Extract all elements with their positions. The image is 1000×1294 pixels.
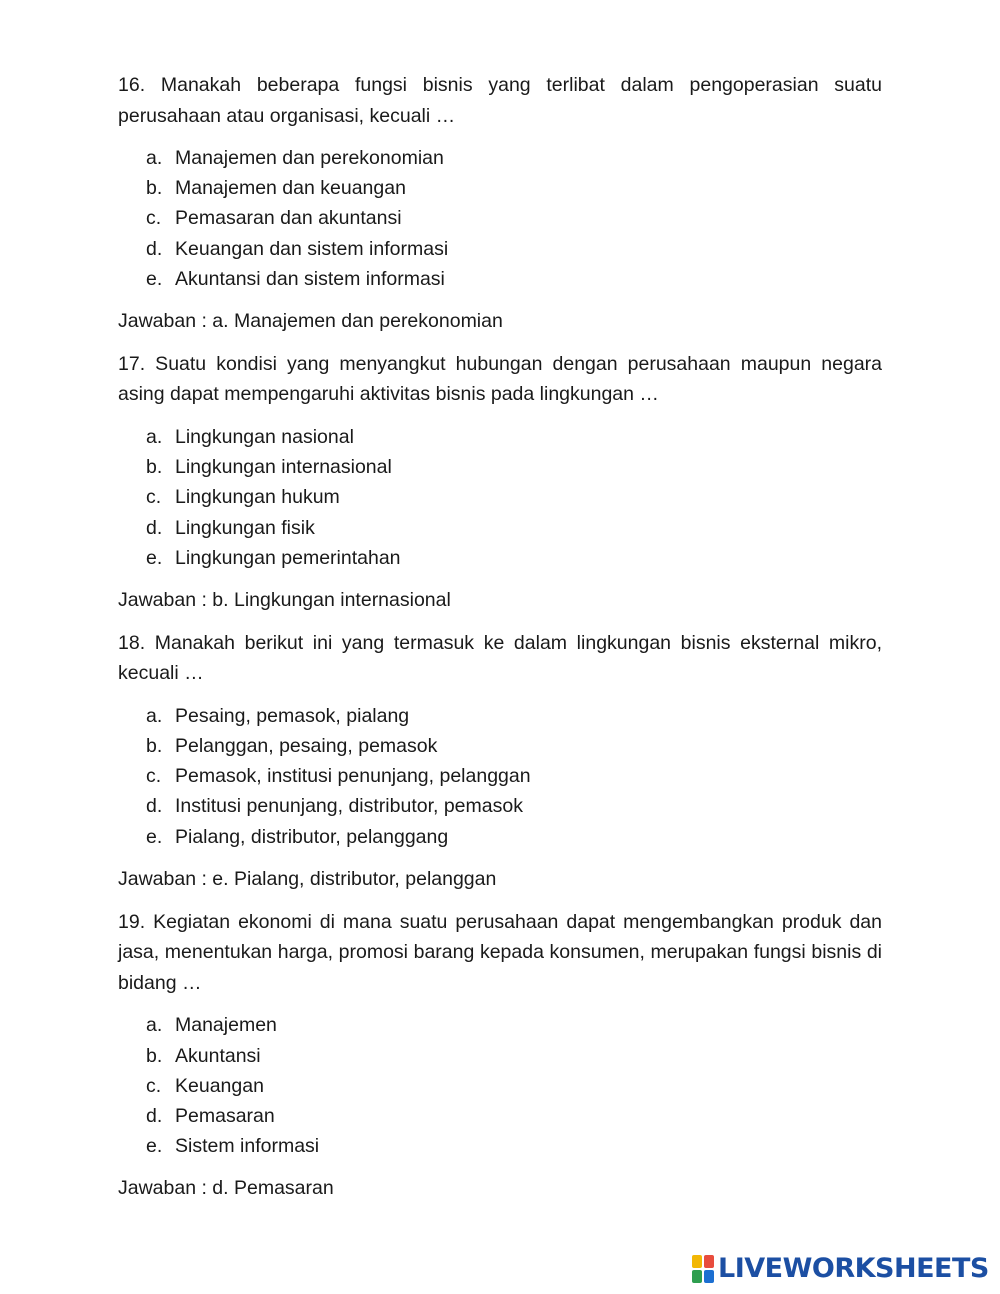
option-letter: a. (146, 704, 163, 727)
option-letter: e. (146, 267, 163, 290)
option-letter: b. (146, 735, 163, 758)
option-letter: a. (146, 147, 163, 169)
option-e (118, 543, 882, 573)
option-text: Sistem informasi (175, 1135, 320, 1158)
option-letter: d. (146, 1104, 163, 1127)
option-text: Lingkungan hukum (175, 486, 340, 509)
option-letter: b. (146, 456, 163, 479)
question-text: 16. Manakah beberapa fungsi bisnis yang terlibat dalam pengoperasian suatu perusahaan atau organisasi, kecuali … (118, 74, 882, 127)
option-text: Keuangan (175, 1074, 264, 1097)
option-letter: c. (146, 1074, 162, 1097)
option-letter: e. (146, 825, 163, 848)
option-e (118, 822, 882, 852)
option-text: Lingkungan pemerintahan (175, 546, 401, 569)
option-text: Institusi penunjang, distributor, pemasok (175, 795, 523, 818)
option-b (118, 1041, 882, 1071)
question-18 (118, 628, 882, 894)
option-d (118, 234, 882, 264)
option-b (118, 173, 882, 203)
option-letter: d. (146, 237, 163, 260)
option-letter: a. (146, 425, 163, 448)
option-d (118, 513, 882, 543)
option-letter: e. (146, 1135, 163, 1158)
question-text: 19. Kegiatan ekonomi di mana suatu perusahaan dapat mengembangkan produk dan jasa, menentukan harga, promosi barang kepada konsumen, merupakan fungsi bisnis di bidang … (118, 910, 882, 994)
question-19 (118, 907, 882, 1203)
option-text: Manajemen (175, 1014, 277, 1037)
question-17 (118, 349, 882, 615)
logo-text: LIVEWORKSHEETS (718, 1253, 989, 1284)
option-text: Pemasaran dan akuntansi (175, 207, 402, 230)
option-text: Lingkungan fisik (175, 516, 315, 539)
option-c (118, 761, 882, 791)
option-letter: b. (146, 1044, 163, 1067)
option-e (118, 264, 882, 294)
option-c (118, 1071, 882, 1101)
option-e (118, 1131, 882, 1161)
option-a (118, 1010, 882, 1040)
option-d (118, 791, 882, 821)
logo-tile-2 (704, 1255, 714, 1268)
liveworksheets-logo (692, 1252, 989, 1286)
option-letter: c. (146, 486, 162, 509)
option-letter: b. (146, 177, 163, 200)
option-list (118, 143, 882, 294)
option-letter: c. (146, 765, 162, 788)
option-d (118, 1101, 882, 1131)
question-16 (118, 70, 882, 336)
question-text: 18. Manakah berikut ini yang termasuk ke dalam lingkungan bisnis eksternal mikro, kecuali … (118, 631, 882, 685)
option-letter: a. (146, 1014, 163, 1037)
option-text: Manajemen dan perekonomian (175, 147, 444, 169)
question-text: 17. Suatu kondisi yang menyangkut hubungan dengan perusahaan maupun negara asing dapat mempengaruhi aktivitas bisnis pada lingkungan … (118, 352, 882, 406)
option-text: Akuntansi (175, 1044, 261, 1067)
logo-tile-4 (704, 1270, 714, 1283)
option-a (118, 701, 882, 731)
option-letter: d. (146, 795, 163, 818)
option-text: Manajemen dan keuangan (175, 177, 406, 200)
option-text: Lingkungan nasional (175, 425, 354, 448)
option-a (118, 422, 882, 452)
option-text: Pemasaran (175, 1104, 275, 1127)
option-a (118, 143, 882, 173)
liveworksheets-logo-icon (692, 1255, 714, 1283)
option-list (118, 1010, 882, 1161)
answer-text: Jawaban : a. Manajemen dan perekonomian (118, 309, 503, 332)
option-letter: c. (146, 207, 162, 230)
option-letter: e. (146, 546, 163, 569)
option-text: Pesaing, pemasok, pialang (175, 704, 410, 727)
logo-tile-1 (692, 1255, 702, 1268)
answer-text: Jawaban : d. Pemasaran (118, 1177, 334, 1200)
option-list (118, 422, 882, 573)
option-text: Pelanggan, pesaing, pemasok (175, 735, 438, 758)
option-c (118, 482, 882, 512)
option-text: Pialang, distributor, pelanggang (175, 825, 449, 848)
answer-text: Jawaban : b. Lingkungan internasional (118, 588, 451, 611)
option-text: Pemasok, institusi penunjang, pelanggan (175, 765, 531, 788)
option-b (118, 452, 882, 482)
worksheet-document (118, 70, 882, 1216)
logo-tile-3 (692, 1270, 702, 1283)
option-b (118, 731, 882, 761)
option-letter: d. (146, 516, 163, 539)
answer-text: Jawaban : e. Pialang, distributor, pelanggan (118, 867, 497, 890)
option-text: Lingkungan internasional (175, 456, 392, 479)
option-text: Akuntansi dan sistem informasi (175, 267, 445, 290)
option-c (118, 203, 882, 233)
option-list (118, 701, 882, 852)
option-text: Keuangan dan sistem informasi (175, 237, 449, 260)
